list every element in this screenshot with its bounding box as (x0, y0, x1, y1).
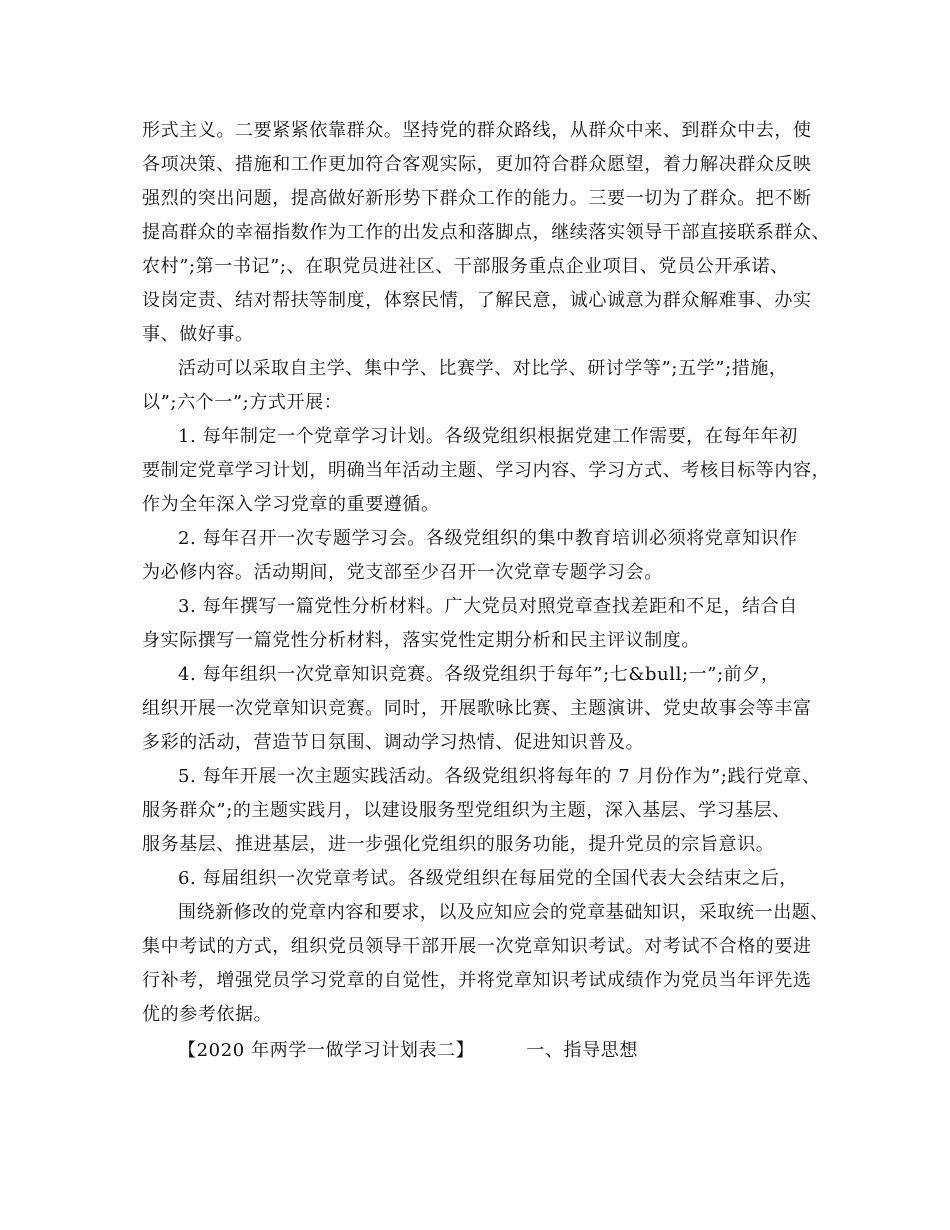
list-item-line: 4. 每年组织一次党章知识竞赛。各级党组织于每年”;七&bull;一”;前夕， (178, 664, 780, 685)
list-item-line: 为必修内容。活动期间，党支部至少召开一次党章专题学习会。 (142, 562, 663, 583)
paragraph-line: 以”;六个一”;方式开展： (142, 392, 343, 413)
paragraph-line: 强烈的突出问题，提高做好新形势下群众工作的能力。三要一切为了群众。把不断 (142, 188, 812, 209)
paragraph-line: 提高群众的幸福指数作为工作的出发点和落脚点，继续落实领导干部直接联系群众、 (142, 222, 831, 243)
list-item-line: 组织开展一次党章知识竞赛。同时，开展歌咏比赛、主题演讲、党史故事会等丰富 (142, 698, 812, 719)
paragraph-line: 事、做好事。 (142, 324, 254, 345)
list-item-line: 5. 每年开展一次主题实践活动。各级党组织将每年的 7 月份作为”;践行党章、 (178, 766, 821, 787)
section-heading-line (142, 1034, 832, 1068)
section-heading-title: 【2020 年两学一做学习计划表二】 (178, 1040, 475, 1061)
paragraph-line: 围绕新修改的党章内容和要求，以及应知应会的党章基础知识，采取统一出题、 (178, 902, 829, 923)
paragraph-line: 集中考试的方式，组织党员领导干部开展一次党章知识考试。对考试不合格的要进 (142, 936, 812, 957)
list-item-line: 身实际撰写一篇党性分析材料，落实党性定期分析和民主评议制度。 (142, 630, 700, 651)
list-item-line: 要制定党章学习计划，明确当年活动主题、学习内容、学习方式、考核目标等内容， (142, 460, 831, 481)
paragraph-line: 行补考，增强党员学习党章的自觉性，并将党章知识考试成绩作为党员当年评先选 (142, 970, 812, 991)
paragraph-line: 农村”;第一书记”;、在职党员进社区、干部服务重点企业项目、党员公开承诺、 (142, 256, 789, 277)
list-item-line: 服务群众”;的主题实践月，以建设服务型党组织为主题，深入基层、学习基层、 (142, 800, 791, 821)
list-item-line: 多彩的活动，营造节日氛围、调动学习热情、促进知识普及。 (142, 732, 645, 753)
paragraph-line: 设岗定责、结对帮扶等制度，体察民情，了解民意，诚心诚意为群众解难事、办实 (142, 290, 812, 311)
paragraph-line: 活动可以采取自主学、集中学、比赛学、对比学、研讨学等”;五学”;措施， (178, 358, 788, 379)
list-item-line: 3. 每年撰写一篇党性分析材料。广大党员对照党章查找差距和不足，结合自 (178, 596, 798, 617)
paragraph-line: 各项决策、措施和工作更加符合客观实际，更加符合群众愿望，着力解决群众反映 (142, 154, 812, 175)
paragraph-line: 优的参考依据。 (142, 1004, 273, 1025)
list-item-line: 服务基层、推进基层，进一步强化党组织的服务功能，提升党员的宗旨意识。 (142, 834, 775, 855)
list-item-line: 作为全年深入学习党章的重要遵循。 (142, 494, 440, 515)
section-heading-subtitle: 一、指导思想 (526, 1040, 638, 1061)
document-body (142, 114, 832, 1068)
list-item-line: 6. 每届组织一次党章考试。各级党组织在每届党的全国代表大会结束之后， (178, 868, 798, 889)
list-item-line: 2. 每年召开一次专题学习会。各级党组织的集中教育培训必须将党章知识作 (178, 528, 798, 549)
list-item-line: 1. 每年制定一个党章学习计划。各级党组织根据党建工作需要，在每年年初 (178, 426, 798, 447)
paragraph-line: 形式主义。二要紧紧依靠群众。坚持党的群众路线，从群众中来、到群众中去，使 (142, 120, 812, 141)
